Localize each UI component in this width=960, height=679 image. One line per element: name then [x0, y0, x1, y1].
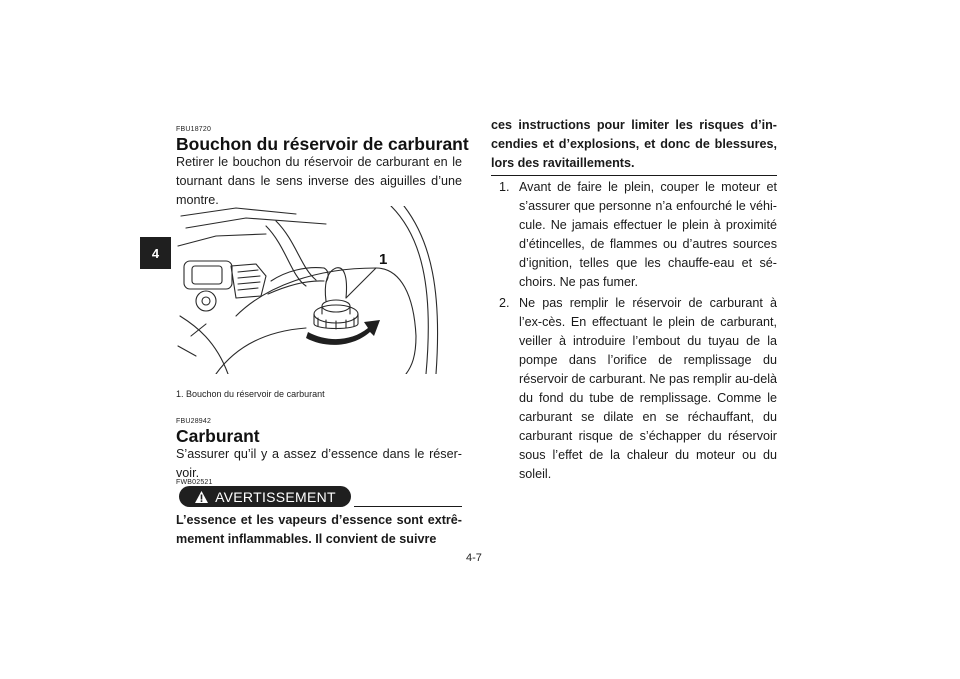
figure-callout-number: 1 [379, 251, 388, 268]
section-code-fuel-cap: FBU18720 [176, 126, 212, 133]
step-text: Avant de faire le plein, couper le moteur et s’assurer que personne n’a enfourché le véhi-cule. Ne jamais effectuer le plein à proximité d’étincelles, de flammes ou d’autres sources d’ignition, telles que les chauffe-eau et sé-choirs. Ne pas fumer. [519, 180, 777, 289]
warning-code: FWB02521 [176, 479, 213, 486]
warning-triangle-icon [194, 490, 209, 504]
list-item [491, 178, 777, 292]
fuel-cap-illustration [176, 206, 462, 374]
warning-divider [491, 175, 777, 176]
heading-fuel-tank-cap: Bouchon du réservoir de carburant [176, 134, 469, 154]
warning-label: AVERTISSEMENT [215, 488, 336, 505]
warning-header [176, 486, 462, 508]
warning-steps-list [491, 178, 777, 486]
step-number: 2. [499, 296, 510, 310]
paragraph-fuel-cap: Retirer le bouchon du réservoir de carburant en le tournant dans le sens inverse des aiguilles d’une montre. [176, 155, 462, 207]
section-code-fuel: FBU28942 [176, 418, 212, 425]
warning-badge [179, 486, 351, 507]
warning-text-right: ces instructions pour limiter les risques d’in-cendies et d’explosions, et donc de blessures, lors des ravitaillements. [491, 118, 777, 170]
figure-caption: 1. Bouchon du réservoir de carburant [176, 389, 325, 399]
paragraph-fuel: S’assurer qu’il y a assez d’essence dans le réser-voir. [176, 447, 462, 480]
warning-rule [354, 506, 462, 507]
chapter-tab: 4 [140, 237, 171, 269]
fuel-cap-drawing [176, 206, 462, 374]
heading-fuel: Carburant [176, 426, 260, 446]
warning-text-left: L’essence et les vapeurs d’essence sont extrê-mement inflammables. Il convient de suivre [176, 513, 462, 546]
list-item [491, 294, 777, 484]
page-number: 4-7 [466, 552, 482, 564]
step-text: Ne pas remplir le réservoir de carburant à l’ex-cès. En effectuant le plein de carburant, veiller à introduire l’embout du tuyau de la pompe dans l’orifice de remplissage du réservoir de carburant. Ne pas remplir au-delà du fond du tube de remplissage. Comme le carburant se dilate en se réchauffant, du carburant risque de s’échapper du réservoir sous l’effet de la chaleur du moteur ou du soleil. [519, 296, 777, 481]
step-number: 1. [499, 180, 510, 194]
